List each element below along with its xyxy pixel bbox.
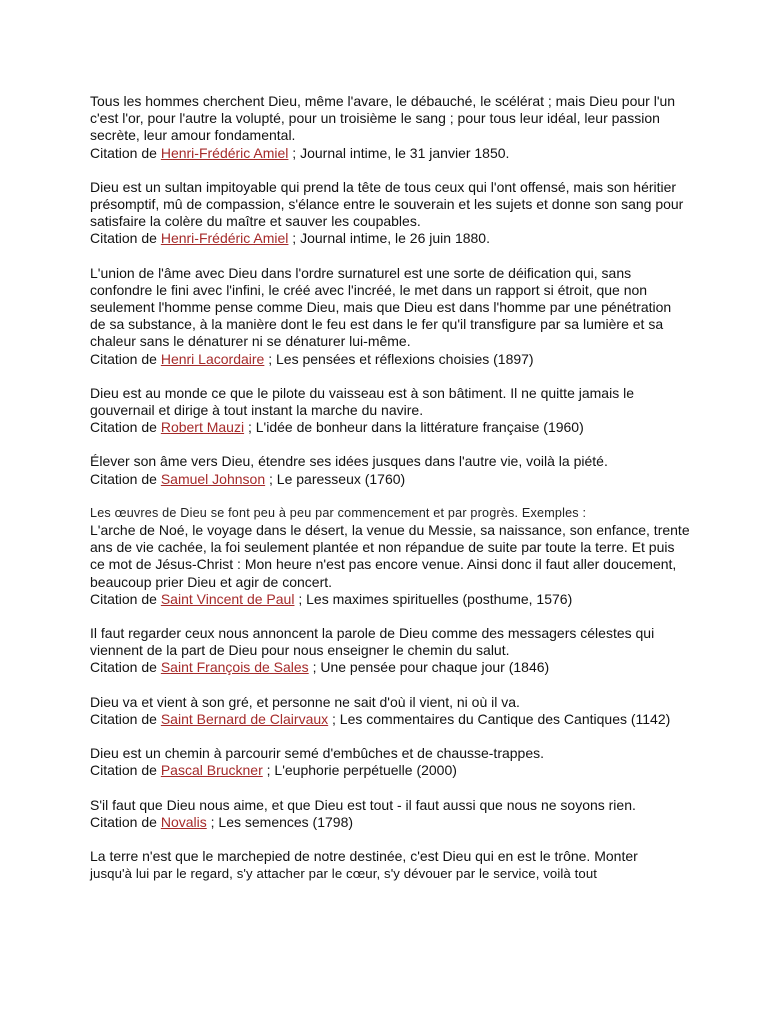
citation-prefix: Citation de xyxy=(90,350,161,367)
citation-line xyxy=(90,814,690,831)
citation-prefix: Citation de xyxy=(90,762,161,779)
author-link[interactable]: Henri-Frédéric Amiel xyxy=(160,230,289,247)
citation-prefix: Citation de xyxy=(90,659,161,676)
citation-prefix: Citation de xyxy=(90,470,161,487)
citation-source: ; Journal intime, le 26 juin 1880. xyxy=(288,230,490,247)
citation-source: ; Les maximes spirituelles (posthume, 1576) xyxy=(294,590,573,607)
quotes-page xyxy=(90,93,690,882)
citation-source: ; L'euphorie perpétuelle (2000) xyxy=(262,762,457,779)
citation-prefix: Citation de xyxy=(90,230,161,247)
quote-text: L'union de l'âme avec Dieu dans l'ordre surnaturel est une sorte de déification qui, sans confondre le fini avec l'infini, le créé avec l'incréé, le met dans un rapport si étroit, que non seulement l'homme pense comme Dieu, mais que Dieu est dans l'homme par une pénétration de sa substance, à la manière dont le feu est dans le fer qu'il transfigure par sa lumière et sa chaleur sans le dénaturer ni se dénaturer lui-même. xyxy=(90,264,672,350)
citation-line xyxy=(90,471,690,488)
quote-block xyxy=(90,505,690,608)
citation-prefix: Citation de xyxy=(90,419,161,436)
quote-text: Dieu est un chemin à parcourir semé d'embûches et de chausse-trappes. xyxy=(90,745,545,762)
citation-line xyxy=(90,230,690,247)
author-link[interactable]: Saint Vincent de Paul xyxy=(160,590,295,607)
citation-source: ; Les semences (1798) xyxy=(206,813,354,830)
quote-block-truncated xyxy=(90,848,690,882)
quote-block xyxy=(90,745,690,779)
quote-block xyxy=(90,265,690,368)
author-link[interactable]: Henri Lacordaire xyxy=(160,350,265,367)
citation-source: ; Le paresseux (1760) xyxy=(265,470,406,487)
author-link[interactable]: Henri-Frédéric Amiel xyxy=(160,144,289,161)
quote-text: L'arche de Noé, le voyage dans le désert, la venue du Messie, sa naissance, son enfance, trente ans de vie cachée, la foi seulement plantée et non répandue de suite par toute la terre. Et puis ce mot de Jésus-Christ : Mon heure n'est pas encore venue. Ainsi donc il faut aller doucement, beaucoup prier Dieu et agir de concert. xyxy=(90,522,690,590)
quote-text: Dieu est un sultan impitoyable qui prend la tête de tous ceux qui l'ont offensé, mais son héritier présomptif, mû de compassion, s'élance entre le souverain et les sujets et donne son sang pour satisfaire la colère du maître et sauver les coupables. xyxy=(90,178,684,230)
citation-prefix: Citation de xyxy=(90,144,161,161)
quote-block xyxy=(90,797,690,831)
quote-text: Tous les hommes cherchent Dieu, même l'avare, le débauché, le scélérat ; mais Dieu pour l'un c'est l'or, pour l'autre la volupté, pour un troisième le sang ; pour tous leur idéal, leur passion secrète, leur amour fondamental. xyxy=(90,93,676,144)
quote-text: Dieu est au monde ce que le pilote du vaisseau est à son bâtiment. Il ne quitte jamais le gouvernail et dirige à tout instant la marche du navire. xyxy=(90,384,634,419)
citation-source: ; Journal intime, le 31 janvier 1850. xyxy=(288,144,510,161)
quote-text: Il faut regarder ceux nous annoncent la parole de Dieu comme des messagers célestes qui viennent de la part de Dieu pour nous enseigner le chemin du salut. xyxy=(90,625,655,659)
citation-prefix: Citation de xyxy=(90,813,161,830)
citation-line xyxy=(90,591,690,608)
quote-text-continued: jusqu'à lui par le regard, s'y attacher par le cœur, s'y dévouer par le service, voilà tout xyxy=(90,866,598,882)
citation-line xyxy=(90,659,690,676)
author-link[interactable]: Robert Mauzi xyxy=(160,419,245,436)
quote-block xyxy=(90,93,690,162)
citation-source: ; Les commentaires du Cantique des Cantiques (1142) xyxy=(328,710,671,727)
citation-source: ; Une pensée pour chaque jour (1846) xyxy=(308,659,550,676)
citation-prefix: Citation de xyxy=(90,590,161,607)
quote-text: Dieu va et vient à son gré, et personne ne sait d'où il vient, ni où il va. xyxy=(90,693,520,710)
citation-line xyxy=(90,711,690,728)
author-link[interactable]: Saint Bernard de Clairvaux xyxy=(160,710,329,727)
citation-line xyxy=(90,419,690,436)
quote-text: S'il faut que Dieu nous aime, et que Dieu est tout - il faut aussi que nous ne soyons rien. xyxy=(90,796,636,813)
quote-block xyxy=(90,453,690,487)
citation-source: ; Les pensées et réflexions choisies (1897) xyxy=(264,350,534,367)
quote-block xyxy=(90,385,690,437)
quote-block xyxy=(90,179,690,248)
citation-line xyxy=(90,762,690,779)
author-link[interactable]: Saint François de Sales xyxy=(160,659,309,676)
quote-block xyxy=(90,625,690,677)
citation-line xyxy=(90,145,690,162)
quote-text: La terre n'est que le marchepied de notre destinée, c'est Dieu qui en est le trône. Monter xyxy=(90,847,638,864)
citation-prefix: Citation de xyxy=(90,710,161,727)
author-link[interactable]: Pascal Bruckner xyxy=(160,762,263,779)
quote-block xyxy=(90,694,690,728)
quote-text: Élever son âme vers Dieu, étendre ses idées jusques dans l'autre vie, voilà la piété. xyxy=(90,453,608,470)
citation-line xyxy=(90,351,690,368)
citation-source: ; L'idée de bonheur dans la littérature française (1960) xyxy=(244,419,584,436)
author-link[interactable]: Novalis xyxy=(160,813,207,830)
quote-intro-text: Les œuvres de Dieu se font peu à peu par commencement et par progrès. Exemples : xyxy=(90,505,587,520)
author-link[interactable]: Samuel Johnson xyxy=(160,470,266,487)
